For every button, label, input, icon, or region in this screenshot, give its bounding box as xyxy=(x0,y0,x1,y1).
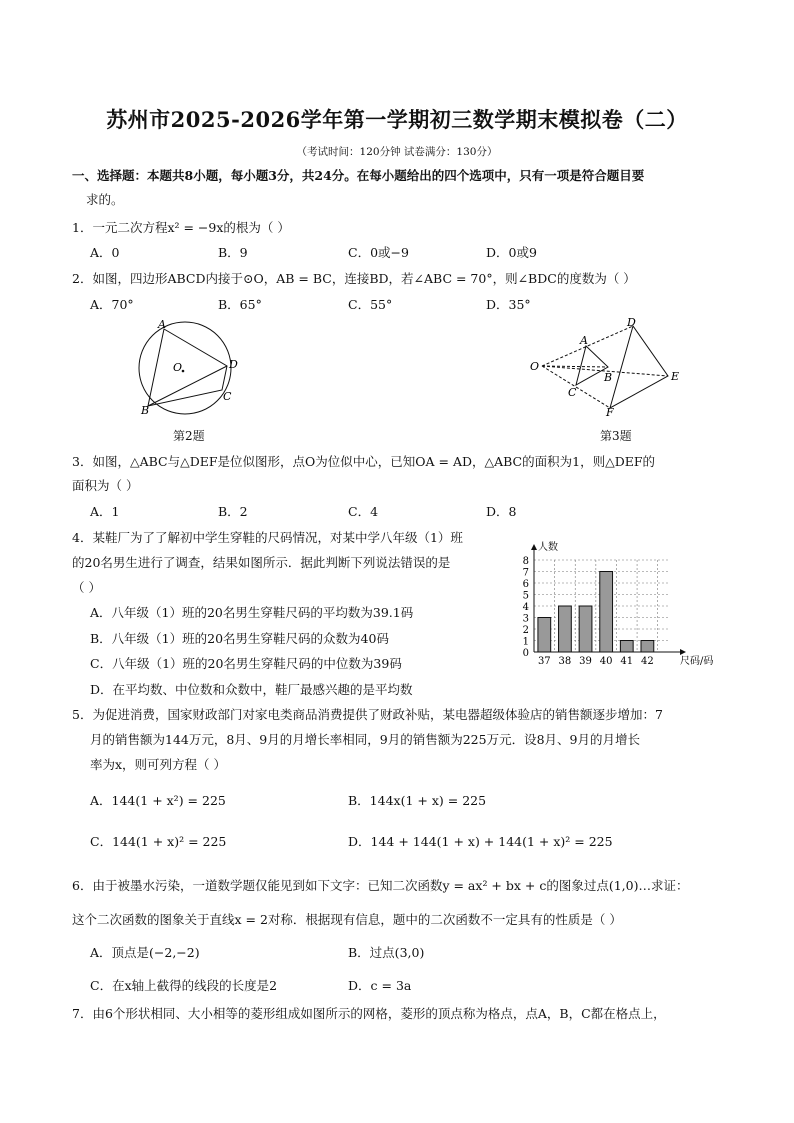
fig2-label-a: A xyxy=(158,318,166,331)
q4-option-b: B．八年级（1）班的20名男生穿鞋尺码的众数为40码 xyxy=(90,631,389,646)
chart-y-tick-label: 3 xyxy=(522,613,529,625)
q6-option-c: C．在x轴上截得的线段的长度是2 xyxy=(90,978,278,993)
section-heading-cont: 求的。 xyxy=(86,192,124,207)
chart-x-tick-label: 38 xyxy=(558,656,572,667)
chart-bar xyxy=(641,641,654,653)
fig3-triangle-def xyxy=(610,326,668,408)
exam-info: （考试时间：120分钟 试卷满分：130分） xyxy=(296,146,498,158)
fig3-label-a: A xyxy=(580,334,588,347)
fig3-label-e: E xyxy=(671,370,680,383)
chart-y-tick-label: 8 xyxy=(522,556,529,567)
q2-option-c: C．55° xyxy=(348,297,393,312)
chart-y-label: 人数 xyxy=(538,542,558,553)
q3-option-a: A．1 xyxy=(90,504,120,519)
q4-option-d: D．在平均数、中位数和众数中，鞋厂最感兴趣的是平均数 xyxy=(90,682,413,697)
fig2-center-dot xyxy=(182,370,185,373)
q4-stem-cont: 的20名男生进行了调查，结果如图所示．据此判断下列说法错误的是 xyxy=(72,555,451,570)
q5-option-c: C．144(1 + x)² = 225 xyxy=(90,834,227,849)
q6-option-a: A．顶点是(−2,−2) xyxy=(90,945,200,960)
fig2-label-b: B xyxy=(141,404,150,417)
fig3-label-b: B xyxy=(604,371,613,384)
q6-option-d: D．c = 3a xyxy=(348,978,412,993)
q7-stem: 7．由6个形状相同、大小相等的菱形组成如图所示的网格，菱形的顶点称为格点，点A，B，C都在格点上， xyxy=(72,1006,666,1021)
fig2-quadrilateral xyxy=(148,329,227,406)
q4-stem: 4．某鞋厂为了了解初中学生穿鞋的尺码情况，对某中学八年级（1）班 xyxy=(72,530,463,545)
fig2-circle xyxy=(139,322,231,414)
q1-option-a: A．0 xyxy=(90,245,120,260)
q5-stem-cont2: 率为x，则可列方程（ ） xyxy=(90,757,227,772)
chart-y-tick-label: 4 xyxy=(522,602,529,613)
q5-stem-cont: 月的销售额为144万元，8月、9月的月增长率相同，9月的销售额为225万元．设8月、9月的月增长 xyxy=(90,732,640,747)
q4-option-c: C．八年级（1）班的20名男生穿鞋尺码的中位数为39码 xyxy=(90,656,402,671)
chart-y-tick-label: 6 xyxy=(522,579,529,590)
q1-option-c: C．0或−9 xyxy=(348,245,409,260)
fig3-ray-ob xyxy=(542,366,608,367)
q4-bar-chart xyxy=(510,538,714,668)
fig3-label-o: O xyxy=(530,360,540,373)
q2-option-d: D．35° xyxy=(486,297,531,312)
q5-option-b: B．144x(1 + x) = 225 xyxy=(348,793,487,808)
fig2-label-c: C xyxy=(223,390,232,403)
fig3-label-d: D xyxy=(627,316,636,329)
q5-option-a: A．144(1 + x²) = 225 xyxy=(90,793,226,808)
q2-option-b: B．65° xyxy=(218,297,262,312)
chart-x-tick-label: 40 xyxy=(599,656,613,667)
chart-x-arrow xyxy=(680,649,686,655)
chart-x-tick-label: 42 xyxy=(641,656,654,667)
q1-option-b: B．9 xyxy=(218,245,248,260)
q1-option-d: D．0或9 xyxy=(486,245,537,260)
q5-option-d: D．144 + 144(1 + x) + 144(1 + x)² = 225 xyxy=(348,834,613,849)
figure-3 xyxy=(528,318,688,418)
chart-x-tick-label: 41 xyxy=(620,656,634,667)
section-heading: 一、选择题：本题共8小题，每小题3分，共24分。在每小题给出的四个选项中，只有一项是符合题目要 xyxy=(72,168,645,183)
page-title: 苏州市2025-2026学年第一学期初三数学期末模拟卷（二） xyxy=(106,107,688,132)
fig2-label-o: O xyxy=(173,361,183,374)
chart-bar xyxy=(559,606,572,652)
q6-stem: 6．由于被墨水污染，一道数学题仅能见到如下文字：已知二次函数y = ax² + bx + c的图象过点(1,0)…求证： xyxy=(72,878,689,893)
chart-y-arrow xyxy=(531,544,537,550)
fig3-label-f: F xyxy=(606,406,614,419)
q6-option-b: B．过点(3,0) xyxy=(348,945,425,960)
q3-stem-cont: 面积为（ ） xyxy=(72,478,139,493)
chart-x-tick-label: 37 xyxy=(537,656,551,667)
q3-option-b: B．2 xyxy=(218,504,248,519)
fig3-label-c: C xyxy=(568,386,577,399)
chart-y-tick-label: 5 xyxy=(522,590,529,602)
fig2-label-d: D xyxy=(229,358,238,371)
chart-y-tick-label: 0 xyxy=(522,648,529,659)
chart-x-label: 尺码/码 xyxy=(680,656,714,667)
fig2-caption: 第2题 xyxy=(173,429,205,443)
q3-stem: 3．如图，△ABC与△DEF是位似图形，点O为位似中心，已知OA = AD，△ABC的面积为1，则△DEF的 xyxy=(72,454,656,469)
q2-stem: 2．如图，四边形ABCD内接于⊙O，AB = BC，连接BD，若∠ABC = 70°，则∠BDC的度数为（ ） xyxy=(72,271,636,286)
figure-2 xyxy=(128,318,254,422)
chart-y-tick-label: 1 xyxy=(522,636,529,648)
chart-bar xyxy=(538,618,551,653)
chart-x-tick-label: 39 xyxy=(579,656,592,667)
q4-option-a: A．八年级（1）班的20名男生穿鞋尺码的平均数为39.1码 xyxy=(90,605,414,620)
chart-bar xyxy=(620,641,633,653)
q2-option-a: A．70° xyxy=(90,297,134,312)
q6-stem-cont: 这个二次函数的图象关于直线x = 2对称．根据现有信息，题中的二次函数不一定具有的性质是（ ） xyxy=(72,912,622,927)
fig3-caption: 第3题 xyxy=(600,429,632,443)
chart-bar xyxy=(579,606,592,652)
q1-stem: 1．一元二次方程x² = −9x的根为（ ） xyxy=(72,220,290,235)
fig2-segment-bd xyxy=(148,366,227,406)
q5-stem: 5．为促进消费，国家财政部门对家电类商品消费提供了财政补贴，某电器超级体验店的销售额逐步增加：7 xyxy=(72,707,663,722)
q4-stem-cont2: （ ） xyxy=(72,580,101,595)
q3-option-d: D．8 xyxy=(486,504,517,519)
chart-bar xyxy=(600,572,613,653)
q3-option-c: C．4 xyxy=(348,504,379,519)
chart-y-tick-label: 2 xyxy=(522,625,529,636)
chart-y-tick-label: 7 xyxy=(522,567,529,579)
